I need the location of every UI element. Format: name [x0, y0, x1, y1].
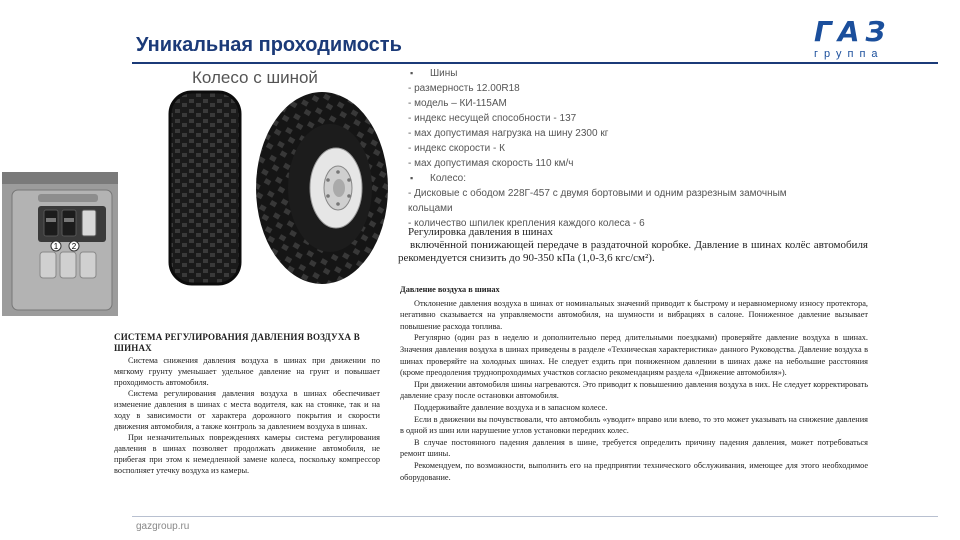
- spec-item: - Дисковые с ободом 228Г-457 с двумя бортовыми и одним разрезным замочным кольцами: [408, 188, 787, 214]
- tire-photo: [160, 88, 390, 288]
- left-doc-header: СИСТЕМА РЕГУЛИРОВАНИЯ ДАВЛЕНИЯ ВОЗДУХА В ШИНАХ: [114, 332, 360, 353]
- bullet-square-icon: ▪: [410, 68, 414, 78]
- tires-bullet: [408, 66, 808, 81]
- panel-marker-2: 2: [71, 242, 77, 251]
- spec-item: - модель – КИ-115АМ: [408, 98, 507, 109]
- title-divider: [132, 62, 938, 64]
- right-doc-paragraph: В случае постоянного падения давления в шине, требуется определить причину падения давления, может потребоваться ремонт шины.: [400, 437, 868, 459]
- panel-marker-1: 1: [53, 242, 59, 251]
- wheel-bullet: [408, 171, 808, 186]
- right-document-excerpt: [400, 284, 868, 483]
- page-title: Уникальная проходимость: [136, 34, 402, 56]
- regulation-title: Регулировка давления в шинах: [408, 226, 553, 238]
- tires-label: Шины: [430, 68, 458, 79]
- right-doc-paragraph: Регулярно (один раз в неделю и дополнительно перед длительными поездками) проверяйте давление воздуха в шинах. Значения давления воздуха в шинах приведены в разделе «Техническая характеристика» данного Руководства. Давление воздуха в шинах проверяйте на холодных шинах. Не следует ездить при пониженном давлении в шинах даже на небольшие расстояния (кроме преодоления труднопроходимых участков согласно рекомендациям раздела «Движение автомобиля»).: [400, 333, 868, 378]
- right-doc-paragraph: Если в движении вы почувствовали, что автомобиль «уводит» вправо или влево, то это может указывать на снижение давления в одной из шин или нарушение углов установки передних колес.: [400, 414, 868, 436]
- left-document-excerpt: [114, 332, 380, 476]
- spec-item: - индекс несущей способности - 137: [408, 113, 577, 124]
- left-doc-paragraph: Система снижения давления воздуха в шинах при движении по мягкому грунту уменьшает удельное давление на грунт и повышает проходимость автомобиля.: [114, 356, 380, 387]
- right-doc-paragraph: Поддерживайте давление воздуха и в запасном колесе.: [414, 402, 608, 412]
- control-panel-photo: [2, 172, 118, 316]
- wheel-caption: Колесо с шиной: [192, 68, 318, 87]
- right-doc-paragraph: При движении автомобиля шины нагреваются. Это приводит к повышению давления воздуха в них. Не следует корректировать давление сразу после остановки автомобиля.: [400, 379, 868, 401]
- footer-divider: [132, 516, 938, 517]
- logo-wordmark: ГАЗ: [814, 15, 892, 48]
- right-doc-paragraph: Отклонение давления воздуха в шинах от номинальных значений приводит к быстрому и неравномерному износу протектора, негативно сказывается на управляемости автомобиля, на шумности и вибрациях в салоне. Пониженное давление вызывает повышение расхода топлива.: [400, 298, 868, 331]
- spec-list: [408, 66, 808, 231]
- left-doc-paragraph: При незначительных повреждениях камеры система регулирования давления в шинах позволяет продолжать движение автомобиля, не прибегая при этом к немедленной замене колеса, поскольку компрессор восполняет утечку воздуха из камеры.: [114, 433, 380, 475]
- right-doc-paragraph: Рекомендуем, по возможности, выполнить его на предприятии технического обслуживания, имеющее для этого необходимое оборудование.: [400, 460, 868, 482]
- regulation-snippet: [398, 226, 868, 265]
- spec-item: - количество шпилек крепления каждого колеса - 6: [408, 218, 645, 229]
- spec-item: - размерность 12.00R18: [408, 83, 520, 94]
- left-doc-paragraph: Система регулирования давления воздуха в шинах обеспечивает изменение давления в шинах с места водителя, как на стоянке, так и на ходу в зависимости от характера дорожного покрытия и скорости движения автомобиля, а также контроль за давлением воздуха в шинах.: [114, 389, 380, 431]
- regulation-text: включённой понижающей передаче в раздаточной коробке. Давление в шинах колёс автомобиля рекомендуется снизить до 90-350 кПа (1,0-3,6 кгс/см²).: [398, 239, 868, 264]
- bullet-square-icon: ▪: [410, 173, 414, 183]
- spec-item: - мах допустимая нагрузка на шину 2300 кг: [408, 128, 609, 139]
- spec-item: - индекс скорости - К: [408, 143, 505, 154]
- right-doc-header: Давление воздуха в шинах: [400, 285, 500, 294]
- gaz-group-logo: [814, 15, 942, 62]
- wheel-label: Колесо:: [430, 173, 467, 184]
- spec-item: - мах допустимая скорость 110 км/ч: [408, 158, 574, 169]
- footer-site-link[interactable]: gazgroup.ru: [136, 521, 190, 532]
- logo-subtitle: группа: [814, 48, 884, 60]
